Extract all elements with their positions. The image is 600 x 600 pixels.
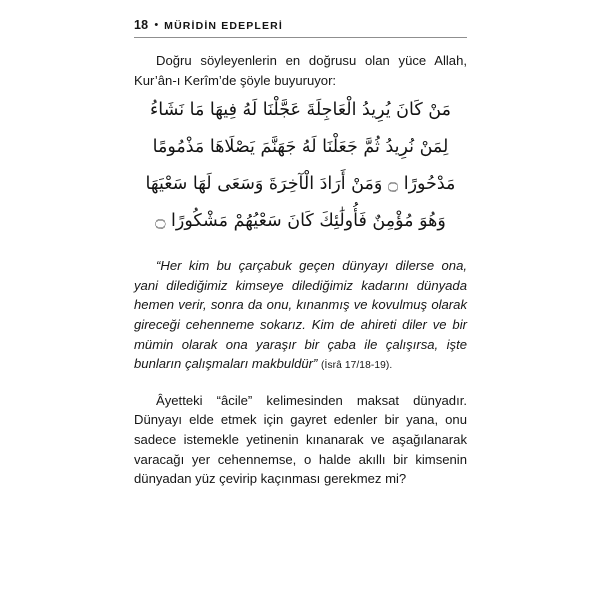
translation-text: “Her kim bu çarçabuk geçen dünyayı dilerse ona, yani dilediğimiz kimseye dilediğimiz kadarını dünyada hemen verir, sonra da onu, kınanmış ve kovulmuş olarak gireceği cehenneme sokarız. Kim de ahireti diler ve bir mümin olarak ona yaraşır bir çaba ile çalışırsa, işte bunların çalışmaları makbuldür” [134,258,467,372]
intro-paragraph: Doğru söyleyenlerin en doğrusu olan yüce Allah, Kur’ân-ı Kerîm’de şöyle buyuruyor: [134,53,467,88]
translation-block [134,256,467,376]
arabic-line: وَهُوَ مُؤْمِنٌ فَأُولَٰئِكَ كَانَ سَعْيُهُمْ مَشْكُورًا ۝ [155,211,446,232]
running-head-title: MÜRİDİN EDEPLERİ [164,20,283,32]
page-number: 18 [134,18,149,32]
translation-paragraph [134,256,467,376]
arabic-line: مَدْحُورًا ۝ وَمَنْ أَرَادَ الْآخِرَةَ وَسَعَى لَهَا سَعْيَهَا [145,174,456,195]
closing-paragraph: Âyetteki “âcile” kelimesinden maksat dünyadır. Dünyayı elde etmek için gayret edenler bir yana, onu sadece istemekle yetinenin kınanarak ve aşağılanarak varacağı yer cehennemse, o halde akıllı bir kimsenin dünyadan yüz çevirip kaçınması gerekmez mi? [134,392,467,487]
arabic-line: لِمَنْ نُرِيدُ ثُمَّ جَعَلْنَا لَهُ جَهَنَّمَ يَصْلَاهَا مَذْمُومًا [152,137,449,158]
bullet-separator-icon: • [154,19,159,31]
quran-citation: (İsrâ 17/18-19). [321,360,393,372]
header-divider [134,37,467,38]
arabic-quotation [134,90,467,240]
page-content-column [134,18,467,489]
arabic-line: مَنْ كَانَ يُرِيدُ الْعَاجِلَةَ عَجَّلْنَا لَهُ فِيهَا مَا نَشَاءُ [150,100,451,121]
running-head [134,18,467,36]
